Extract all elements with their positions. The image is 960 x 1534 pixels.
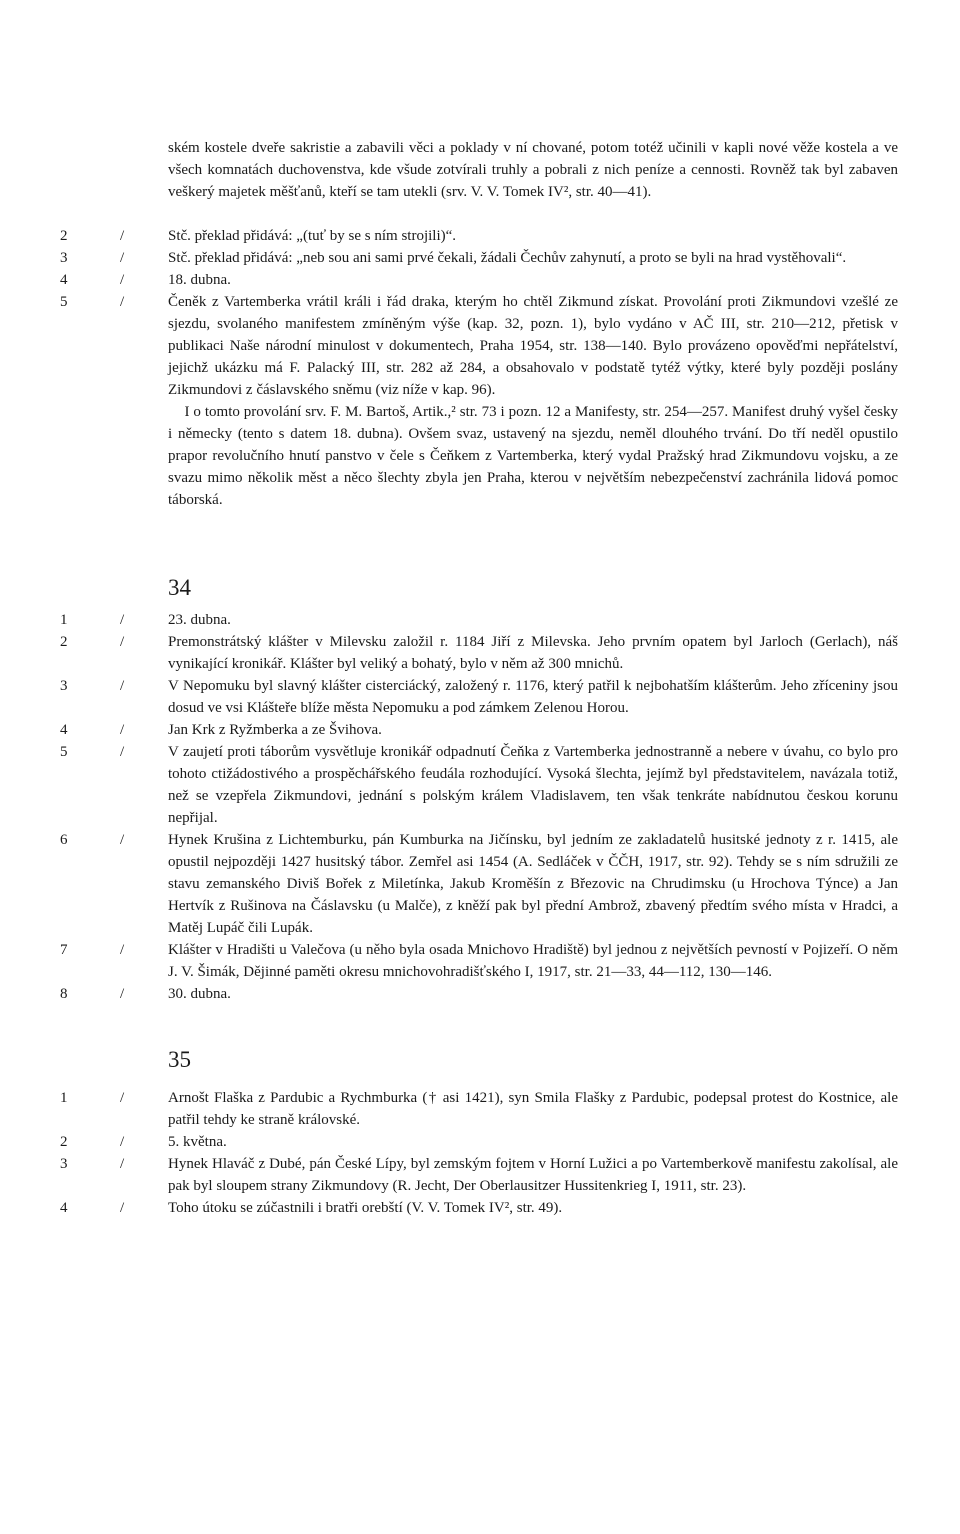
note-separator: /: [120, 1134, 125, 1150]
note-separator: /: [120, 634, 125, 650]
intro-text: ském kostele dveře sakristie a zabavili věci a poklady v ní chované, potom totéž učinili v kapli nové věže kostela a ve všech komnatách duchovenstva, kde všude zotvírali truhly a pobrali z nich peníze a cennosti. Rovněž tak byl zabaven veškerý majetek měšťanů, kteří se tam utekli (srv. V. V. Tomek IV², str. 40—41).: [168, 140, 898, 200]
note-number: 8: [60, 986, 68, 1002]
footnote: [0, 631, 960, 675]
footnote: [0, 741, 960, 829]
note-number: 1: [60, 1090, 68, 1106]
intro-continuation: [0, 137, 960, 203]
note-number: 5: [60, 294, 68, 310]
footnote: [0, 1131, 960, 1153]
footnote: [0, 247, 960, 269]
note-separator: /: [120, 986, 125, 1002]
note-separator: /: [120, 1090, 125, 1106]
footnote: [0, 225, 960, 247]
note-separator: /: [120, 942, 125, 958]
note-text: 18. dubna.: [168, 272, 231, 288]
note-separator: /: [120, 832, 125, 848]
footnote: [0, 939, 960, 983]
note-text: Klášter v Hradišti u Valečova (u něho byla osada Mnichovo Hradiště) byl jednou z největších pevností v Pojizeří. O něm J. V. Šimák, Dějinné paměti okresu mnichovohradišťského I, 1917, str. 21—33, 44—112, 130—146.: [168, 942, 898, 980]
footnote: [0, 675, 960, 719]
note-text: Hynek Krušina z Lichtemburku, pán Kumburka na Jičínsku, byl jedním ze zakladatelů husitské jednoty z r. 1415, ale opustil nejpozději 1427 husitský tábor. Zemřel asi 1454 (A. Sedláček v ČČH, 1917, str. 92). Tehdy se s ním sdružili ze stavu zemanského Diviš Bořek z Miletínka, Jakub Kroměšín z Březovic na Chrudimsku (u Hrochova Týnce) a Jan Hertvík z Rušinova na Čáslavsku (u Malče), z kněží pak byl přední Ambrož, zbavený předtím svého místa v Hradci, a Matěj Lupáč čili Lupák.: [168, 832, 898, 936]
note-number: 2: [60, 1134, 68, 1150]
note-number: 1: [60, 612, 68, 628]
note-number: 3: [60, 678, 68, 694]
note-paragraph: I o tomto provolání srv. F. M. Bartoš, Artik.,² str. 73 i pozn. 12 a Manifesty, str. 254—257. Manifest druhý vyšel česky i německy (tento s datem 18. dubna). Ovšem svaz, ustavený na sjezdu, neměl dlouhého trvání. Do tří neděl opustilo prapor revolučního hnutí panstvo v čele s Čeňkem z Vartemberka, který vydal Pražský hrad Zikmundovu vojsku, a ze svazu mimo několik měst a něco šlechty zbyla jen Praha, kterou v největším nebezpečenství zachránila lidová pomoc táborská.: [168, 404, 898, 508]
footnote: [0, 1153, 960, 1197]
section-34-notes: [0, 609, 960, 1005]
note-separator: /: [120, 678, 125, 694]
note-separator: /: [120, 250, 125, 266]
notes-previous-chapter: [0, 225, 960, 511]
footnote: [0, 829, 960, 939]
note-number: 2: [60, 634, 68, 650]
note-number: 5: [60, 744, 68, 760]
note-separator: /: [120, 1156, 125, 1172]
section-number: 34: [168, 575, 191, 600]
note-number: 2: [60, 228, 68, 244]
section-35-notes: [0, 1087, 960, 1219]
footnote: [0, 719, 960, 741]
note-text: 30. dubna.: [168, 986, 231, 1002]
note-number: 3: [60, 1156, 68, 1172]
note-text: V zaujetí proti táborům vysvětluje kronikář odpadnutí Čeňka z Vartemberka jednostranně a nebere v úvahu, co bylo pro tohoto ctižádostivého a prospěchářského feudála rozhodující. Vysoká šlechta, jejímž byl představitelem, navázala totiž, než se vzepřela Zikmundovi, jednání s polským králem Vladislavem, ten však tenkráte nabídnutou českou korunu nepřijal.: [168, 744, 898, 826]
note-text: 23. dubna.: [168, 612, 231, 628]
note-separator: /: [120, 272, 125, 288]
note-number: 3: [60, 250, 68, 266]
note-text: Stč. překlad přidává: „(tuť by se s ním strojili)“.: [168, 228, 457, 244]
footnote: [0, 983, 960, 1005]
note-number: 4: [60, 1200, 68, 1216]
note-text: [168, 291, 898, 511]
note-number: 4: [60, 272, 68, 288]
note-separator: /: [120, 228, 125, 244]
footnote: [0, 1087, 960, 1131]
note-text: Toho útoku se zúčastnili i bratři orebští (V. V. Tomek IV², str. 49).: [168, 1200, 563, 1216]
note-number: 4: [60, 722, 68, 738]
note-text: Jan Krk z Ryžmberka a ze Švihova.: [168, 722, 382, 738]
note-separator: /: [120, 722, 125, 738]
footnote: [0, 269, 960, 291]
footnote: [0, 1197, 960, 1219]
note-text: Arnošt Flaška z Pardubic a Rychmburka († asi 1421), syn Smila Flašky z Pardubic, podepsal protest do Kostnice, ale patřil tehdy ke straně královské.: [168, 1090, 898, 1128]
note-separator: /: [120, 1200, 125, 1216]
note-paragraph: Čeněk z Vartemberka vrátil králi i řád draka, kterým ho chtěl Zikmund získat. Provolání proti Zikmundovi vzešlé ze sjezdu, svolaného manifestem zmíněným výše (kap. 32, pozn. 1), bylo vydáno v AČ III, str. 210—212, přetisk v publikaci Naše národní minulost v dokumentech, Praha 1954, str. 138—140. Bylo provázeno opověďmi nepřátelství, jejichž ukázku má F. Palacký III, str. 282 až 284, a obsahovalo v podstatě tytéž výtky, které byly později poslány Zikmundovi z čáslavského sněmu (viz níže v kap. 96).: [168, 294, 898, 398]
note-text: Premonstrátský klášter v Milevsku založil r. 1184 Jiří z Milevska. Jeho prvním opatem byl Jarloch (Gerlach), náš vynikající kronikář. Klášter byl veliký a bohatý, bylo v něm až 300 mnichů.: [168, 634, 898, 672]
note-text: Stč. překlad přidává: „neb sou ani sami prvé čekali, žádali Čechův zahynutí, a proto se byli na hrad vystěhovali“.: [168, 250, 847, 266]
note-text: 5. května.: [168, 1134, 227, 1150]
note-number: 6: [60, 832, 68, 848]
note-separator: /: [120, 744, 125, 760]
section-number: 35: [168, 1047, 191, 1072]
note-text: Hynek Hlaváč z Dubé, pán České Lípy, byl zemským fojtem v Horní Lužici a po Vartemberkově manifestu zakolísal, ale pak byl sloupem strany Zikmundovy (R. Jecht, Der Oberlausitzer Hussitenkrieg I, 1911, str. 23).: [168, 1156, 898, 1194]
note-separator: /: [120, 294, 125, 310]
footnote: [0, 291, 960, 511]
footnote: [0, 609, 960, 631]
note-separator: /: [120, 612, 125, 628]
note-number: 7: [60, 942, 68, 958]
note-text: V Nepomuku byl slavný klášter cisterciácký, založený r. 1176, který patřil k nejbohatším klášterům. Jeho zříceniny jsou dosud ve vsi Klášteře blíže města Nepomuku a pod zámkem Zelenou Horou.: [168, 678, 898, 716]
